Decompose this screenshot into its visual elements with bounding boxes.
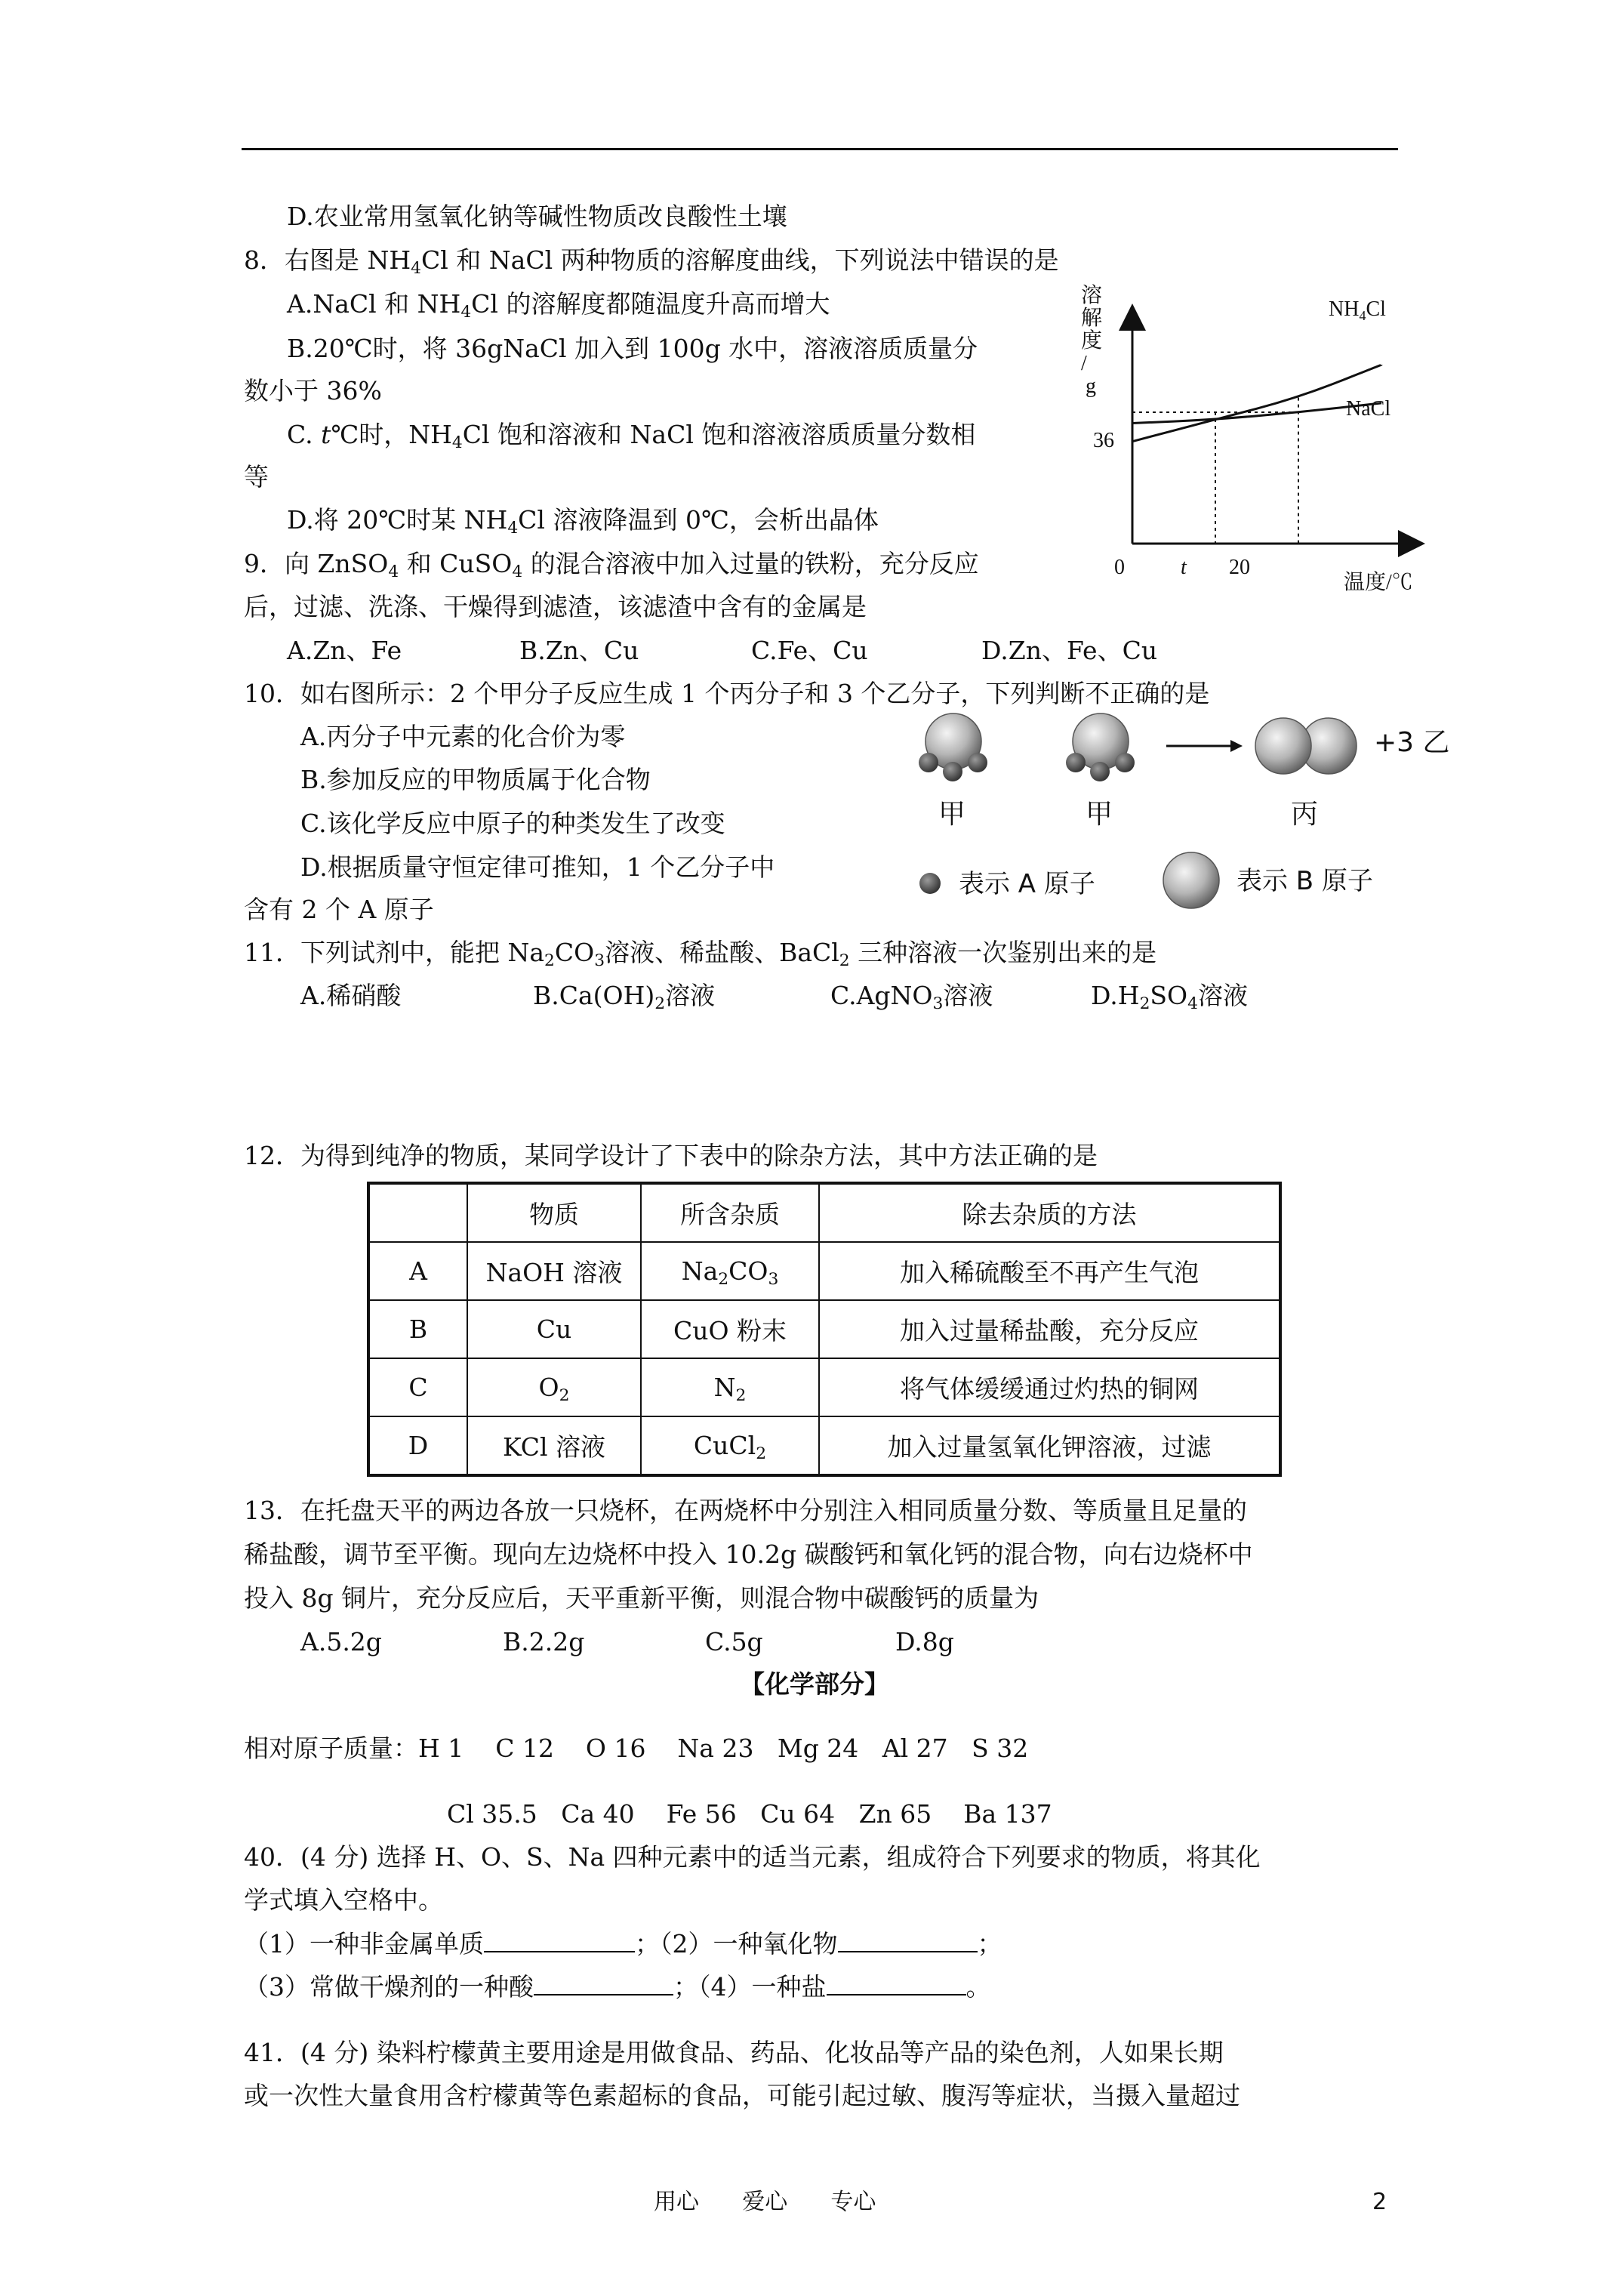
table-header-substance: 物质 [467,1183,641,1242]
answer-blank-4[interactable] [827,1973,966,1996]
q13-line3: 投入 8g 铜片，充分反应后，天平重新平衡，则混合物中碳酸钙的质量为 [244,1583,1039,1613]
q10-option-d-line1: D.根据质量守恒定律可推知，1 个乙分子中 [300,852,775,882]
q40-row1: （1）一种非金属单质 ；（2）一种氧化物 ； [244,1929,1002,1959]
q8-option-a: A.NaCl 和 $NH_4Cl$ 的溶解度都随温度升高而增大 [287,289,830,322]
q40-line1: 40．(4 分) 选择 H、O、S、Na 四种元素中的适当元素，组成符合下列要求的物质，将其化 [244,1842,1261,1872]
table-row [368,1358,1280,1416]
q10-option-a: A.丙分子中元素的化合价为零 [300,722,626,751]
row-method: 加入过量氢氧化钾溶液，过滤 [819,1416,1280,1475]
q11-option-b: $B.Ca(OH)_2$溶液 [533,981,716,1014]
q40-line2: 学式填入空格中。 [244,1885,443,1915]
q9-stem-line2: 后，过滤、洗涤、干燥得到滤渣，该滤渣中含有的金属是 [244,592,867,621]
section-heading: 【化学部分】 [740,1669,889,1699]
row-substance: $O_2$ [467,1358,641,1416]
q7-option-d: D.农业常用氢氧化钠等碱性物质改良酸性土壤 [287,202,787,231]
q13-option-b: B.2.2g [503,1627,585,1657]
y-axis-label-char: 解 [1081,307,1103,330]
series-line-nh4cl [1132,365,1381,442]
y-axis-label [1081,283,1102,398]
q13-option-d: D.8g [895,1627,954,1657]
q8-option-b-line2: 数小于 36% [244,376,382,405]
answer-blank-3[interactable] [534,1973,673,1996]
row-id: D [368,1416,467,1475]
row-impurity: CuO 粉末 [641,1300,819,1358]
y-tick-36: 36 [1093,429,1114,452]
q10-option-b: B.参加反应的甲物质属于化合物 [300,765,651,794]
series-label-nacl: NaCl [1346,397,1391,421]
legend-b-atom-icon [1163,852,1219,908]
q11-option-d: $D.H_2SO_4$溶液 [1091,981,1248,1014]
y-axis-label-char: 溶 [1081,284,1103,307]
q9-option-b: B.Zn、Cu [519,636,639,665]
atomic-masses-line1: 相对原子质量：H 1 C 12 O 16 Na 23 Mg 24 Al 27 S 32 [244,1734,1029,1763]
q8-option-c-line1: C. t℃时，$NH_4Cl$ 饱和溶液和 NaCl 饱和溶液溶质质量分数相 [287,420,976,453]
q13-option-c: C.5g [705,1627,763,1657]
q11-option-a: A.稀硝酸 [300,981,402,1010]
q13-line2: 稀盐酸，调节至平衡。现向左边烧杯中投入 10.2g 碳酸钙和氧化钙的混合物，向右边烧杯中 [244,1539,1253,1569]
q10-stem: 10．如右图所示：2 个甲分子反应生成 1 个丙分子和 3 个乙分子，下列判断不正确的是 [244,679,1210,708]
row-impurity: $Na_2CO_3$ [641,1242,819,1300]
q12-stem: 12．为得到纯净的物质，某同学设计了下表中的除杂方法，其中方法正确的是 [244,1141,1098,1170]
q8-stem: 8．右图是 $NH_4Cl$ 和 NaCl 两种物质的溶解度曲线，下列说法中错误的是 [244,245,1059,279]
table-header-impurity: 所含杂质 [641,1183,819,1242]
row-id: B [368,1300,467,1358]
x-tick-20: 20 [1229,556,1250,579]
atomic-masses-line2: Cl 35.5 Ca 40 Fe 56 Cu 64 Zn 65 Ba 137 [447,1799,1052,1829]
q13-option-a: A.5.2g [300,1627,382,1657]
row-substance: Cu [467,1300,641,1358]
q10-option-c: C.该化学反应中原子的种类发生了改变 [300,809,725,838]
series-line-nacl [1132,403,1381,424]
row-id: A [368,1242,467,1300]
x-tick-t: t [1181,556,1187,579]
x-tick-0: 0 [1114,556,1125,579]
footer-motto: 用心 爱心 专心 [654,2189,876,2215]
label-jia-2: 甲 [1086,799,1113,830]
table-row [368,1300,1280,1358]
label-jia-1: 甲 [938,799,966,830]
molecule-jia-2 [1066,713,1135,781]
series-label-nh4cl: $NH_4Cl$ [1329,297,1386,323]
q11-stem: 11．下列试剂中，能把 $Na_2CO_3$溶液、稀盐酸、BaCl$_2$ 三种溶液一次鉴别出来的是 [244,938,1157,971]
solubility-chart [1057,279,1434,612]
molecule-jia-1 [919,713,987,781]
q11-option-c: C.AgNO$_3$溶液 [830,981,993,1014]
q9-stem-line1: 9．向 ZnSO$_4$ 和 CuSO$_4$ 的混合溶液中加入过量的铁粉，充分反应 [244,549,979,582]
row-substance: NaOH 溶液 [467,1242,641,1300]
q8-option-b-line1: B.20℃时，将 36gNaCl 加入到 100g 水中，溶液溶质质量分 [287,334,978,363]
y-axis-label-char: 度 [1081,329,1103,353]
q9-option-d: D.Zn、Fe、Cu [981,636,1158,665]
legend-a-atom-icon [919,873,941,894]
x-axis-label: 温度/℃ [1344,571,1413,594]
row-method: 加入稀硫酸至不再产生气泡 [819,1242,1280,1300]
q9-option-a: A.Zn、Fe [287,636,402,665]
answer-blank-2[interactable] [838,1930,978,1952]
q8-option-c-line2: 等 [244,462,269,492]
molecule-figure [906,710,1450,906]
page-number: 2 [1372,2189,1387,2215]
reaction-arrow [1166,740,1243,752]
row-method: 将气体缓缓通过灼热的铜网 [819,1358,1280,1416]
table-row [368,1416,1280,1475]
label-bing: 丙 [1291,799,1319,830]
row-impurity: CuCl$_2$ [641,1416,819,1475]
purification-table [367,1182,1282,1477]
molecule-bing [1255,718,1357,774]
legend-b-label: 表示 B 原子 [1236,866,1373,896]
table-header-row [368,1183,1280,1242]
q8-option-d: D.将 20℃时某 $NH_4Cl$ 溶液降温到 0℃，会析出晶体 [287,505,879,538]
row-method: 加入过量稀盐酸，充分反应 [819,1300,1280,1358]
table-header-method: 除去杂质的方法 [819,1183,1280,1242]
header-rule [242,148,1398,150]
row-impurity: $N_2$ [641,1358,819,1416]
q41-line1: 41．(4 分) 染料柠檬黄主要用途是用做食品、药品、化妆品等产品的染色剂，人如果长期 [244,2038,1224,2067]
table-row [368,1242,1280,1300]
y-axis-label-char: / [1081,352,1087,375]
row-id: C [368,1358,467,1416]
q40-row2: （3）常做干燥剂的一种酸 ；（4）一种盐 。 [244,1972,991,2002]
plus-three-yi: +3 乙 [1374,727,1450,758]
q10-option-d-line2: 含有 2 个 A 原子 [244,895,434,924]
q41-line2: 或一次性大量食用含柠檬黄等色素超标的食品，可能引起过敏、腹泻等症状，当摄入量超过 [244,2081,1240,2110]
legend-a-label: 表示 A 原子 [959,869,1095,899]
table-header-blank [368,1183,467,1242]
q9-option-c: C.Fe、Cu [751,636,868,665]
answer-blank-1[interactable] [484,1930,635,1952]
q13-line1: 13．在托盘天平的两边各放一只烧杯，在两烧杯中分别注入相同质量分数、等质量且足量的 [244,1496,1247,1525]
y-axis-label-char: g [1086,374,1096,398]
row-substance: KCl 溶液 [467,1416,641,1475]
